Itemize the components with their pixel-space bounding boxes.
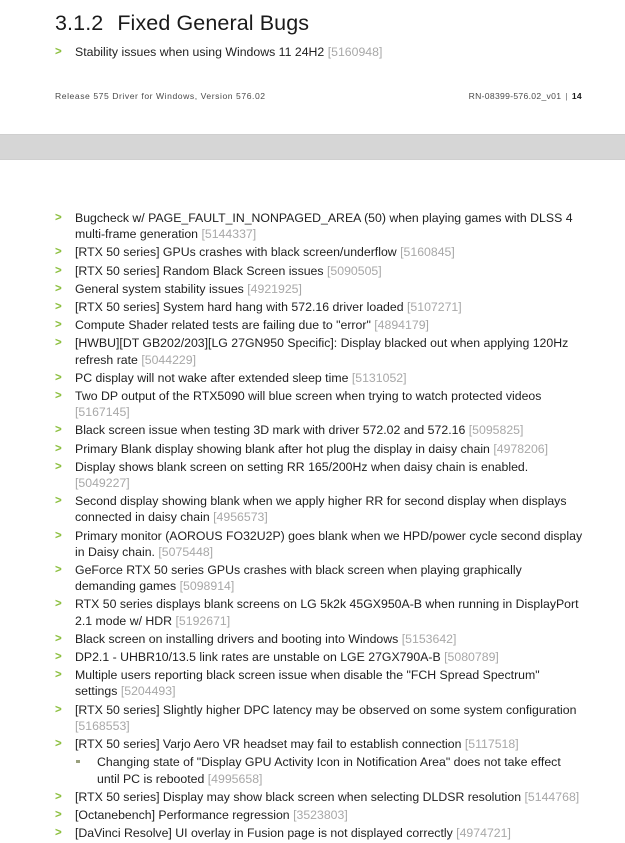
bug-id: [4956573]: [213, 510, 268, 525]
sub-list: [75, 754, 585, 786]
list-item-text: [RTX 50 series] Varjo Aero VR headset may fail to establish connection: [75, 737, 462, 752]
list-item: [55, 736, 585, 787]
list-item: [55, 210, 585, 242]
section-title: Fixed General Bugs: [117, 11, 310, 35]
chevron-right-icon: >: [55, 319, 62, 332]
bug-id: [5098914]: [179, 579, 235, 594]
list-item: [55, 263, 585, 279]
list-item-text: Multiple users reporting black screen issue when disable the "FCH Spread Spectrum" settings: [75, 668, 540, 699]
list-item-text: [DaVinci Resolve] UI overlay in Fusion page is not displayed correctly: [75, 826, 453, 841]
page-break-divider: [0, 134, 625, 160]
sub-list-item-text: Changing state of "Display GPU Activity Icon in Notification Area" does not take effect until PC is rebooted: [97, 755, 561, 786]
bug-id: [5144337]: [201, 227, 257, 242]
list-item: [55, 441, 585, 457]
list-item-text: Primary Blank display showing blank after hot plug the display in daisy chain: [75, 441, 490, 456]
bug-id: [4974721]: [456, 826, 511, 841]
chevron-right-icon: >: [55, 390, 62, 403]
list-item: [55, 528, 585, 560]
chevron-right-icon: >: [55, 808, 62, 821]
bug-id: [4978206]: [493, 441, 549, 456]
list-item-text: Primary monitor (AOROUS FO32U2P) goes blank when we HPD/power cycle second display in Daisy chain.: [75, 528, 583, 559]
list-item: [55, 388, 585, 420]
bug-id: [5095825]: [468, 423, 524, 438]
chevron-right-icon: >: [55, 246, 62, 259]
list-item: [55, 667, 585, 699]
bug-id: [4894179]: [374, 318, 429, 333]
bug-id: [5153642]: [401, 631, 457, 646]
bug-id: [5044229]: [141, 352, 197, 367]
chevron-right-icon: >: [55, 703, 62, 716]
chevron-right-icon: >: [55, 564, 62, 577]
list-item-text: PC display will not wake after extended sleep time: [75, 370, 349, 385]
list-item: [55, 44, 585, 60]
bug-id: [5160948]: [327, 44, 383, 59]
list-item-text: Black screen on installing drivers and booting into Windows: [75, 631, 399, 646]
list-item: [55, 789, 585, 805]
footer-doc-id: RN-08399-576.02_v01: [468, 91, 562, 101]
list-item-text: [RTX 50 series] Random Black Screen issues: [75, 263, 324, 278]
chevron-right-icon: >: [55, 790, 62, 803]
page-title: [55, 0, 585, 37]
bug-id: [5117518]: [464, 737, 519, 752]
list-item-text: Two DP output of the RTX5090 will blue screen when trying to watch protected videos: [75, 389, 542, 404]
fixed-general-bugs-list-top: [55, 44, 585, 60]
list-item-text: Stability issues when using Windows 11 24H2: [75, 44, 325, 59]
chevron-right-icon: >: [55, 212, 62, 224]
bug-id: [4921925]: [247, 281, 302, 296]
chevron-right-icon: >: [55, 738, 62, 751]
bug-id: [5167145]: [75, 405, 130, 420]
fixed-general-bugs-list-bottom: [55, 210, 585, 841]
footer-release-text: Release 575 Driver for Windows, Version 576.02: [55, 91, 266, 101]
chevron-right-icon: >: [55, 495, 62, 508]
chevron-right-icon: >: [55, 669, 62, 682]
bug-id: [5160845]: [400, 245, 455, 260]
chevron-right-icon: >: [55, 371, 62, 384]
list-item: [55, 459, 585, 491]
list-item-text: General system stability issues: [75, 281, 244, 296]
list-item-text: GeForce RTX 50 series GPUs crashes with black screen when playing graphically demanding games: [75, 563, 522, 594]
list-item: [55, 422, 585, 438]
list-item-text: [HWBU][DT GB202/203][LG 27GN950 Specific]: Display blacked out when applying 120Hz refresh rate: [75, 336, 569, 367]
bug-id: [5131052]: [351, 370, 407, 385]
list-item-text: [RTX 50 series] Display may show black screen when selecting DLDSR resolution: [75, 789, 522, 804]
list-item: [55, 299, 585, 315]
footer-page-number: 14: [571, 91, 582, 101]
list-item: [55, 807, 585, 823]
bug-id: [5107271]: [406, 300, 462, 315]
bug-id: [5168553]: [75, 718, 130, 733]
chevron-right-icon: >: [55, 337, 62, 350]
bug-id: [5090505]: [326, 263, 382, 278]
chevron-right-icon: >: [55, 301, 62, 314]
list-item: [55, 649, 585, 665]
bug-id: [5204493]: [120, 684, 176, 699]
bug-id: [5144768]: [524, 789, 580, 804]
chevron-right-icon: >: [55, 424, 62, 437]
page-footer: [0, 91, 625, 101]
section-number: 3.1.2: [55, 11, 104, 35]
bug-id: [4995658]: [207, 771, 263, 786]
chevron-right-icon: >: [55, 529, 62, 542]
list-item-text: Compute Shader related tests are failing due to "error": [75, 318, 371, 333]
footer-doc-info: [469, 91, 582, 101]
chevron-right-icon: >: [55, 282, 62, 295]
list-item: [55, 370, 585, 386]
bug-id: [3523803]: [293, 807, 348, 822]
bug-id: [5080789]: [444, 650, 499, 665]
page-fragment-bottom: [0, 210, 625, 843]
list-item-text: [Octanebench] Performance regression: [75, 807, 290, 822]
list-item-text: Black screen issue when testing 3D mark with driver 572.02 and 572.16: [75, 423, 466, 438]
list-item-text: DP2.1 - UHBR10/13.5 link rates are unstable on LGE 27GX790A-B: [75, 650, 441, 665]
list-item-text: [RTX 50 series] GPUs crashes with black screen/underflow: [75, 245, 397, 260]
bug-id: [5049227]: [75, 476, 130, 491]
list-item: [55, 562, 585, 594]
list-item-text: Second display showing blank when we apply higher RR for second display when displays connected in daisy chain: [75, 494, 567, 525]
chevron-right-icon: >: [55, 598, 62, 611]
sub-list-item: [75, 754, 585, 786]
chevron-right-icon: >: [55, 632, 62, 645]
list-item-text: RTX 50 series displays blank screens on LG 5k2k 45GX950A-B when running in DisplayPort 2.1 mode w/ HDR: [75, 597, 579, 628]
list-item: [55, 631, 585, 647]
page-fragment-top: [0, 0, 625, 60]
bug-id: [5075448]: [158, 544, 214, 559]
list-item: [55, 825, 585, 841]
list-item: [55, 493, 585, 525]
chevron-right-icon: >: [55, 651, 62, 664]
list-item: [55, 702, 585, 734]
chevron-right-icon: >: [55, 45, 62, 58]
chevron-right-icon: >: [55, 264, 62, 277]
list-item: [55, 335, 585, 367]
list-item: [55, 317, 585, 333]
list-item: [55, 596, 585, 628]
list-item-text: Bugcheck w/ PAGE_FAULT_IN_NONPAGED_AREA (50) when playing games with DLSS 4 multi-frame generation: [75, 211, 573, 242]
list-item-text: [RTX 50 series] Slightly higher DPC latency may be observed on some system configuration: [75, 702, 577, 717]
bug-id: [5192671]: [175, 613, 231, 628]
chevron-right-icon: >: [55, 827, 62, 840]
chevron-right-icon: >: [55, 442, 62, 455]
chevron-right-icon: >: [55, 460, 62, 473]
list-item: [55, 281, 585, 297]
footer-separator: |: [565, 91, 568, 101]
list-item: [55, 244, 585, 260]
list-item-text: [RTX 50 series] System hard hang with 572.16 driver loaded: [75, 300, 404, 315]
square-bullet-icon: [76, 760, 80, 763]
list-item-text: Display shows blank screen on setting RR 165/200Hz when daisy chain is enabled.: [75, 459, 529, 474]
